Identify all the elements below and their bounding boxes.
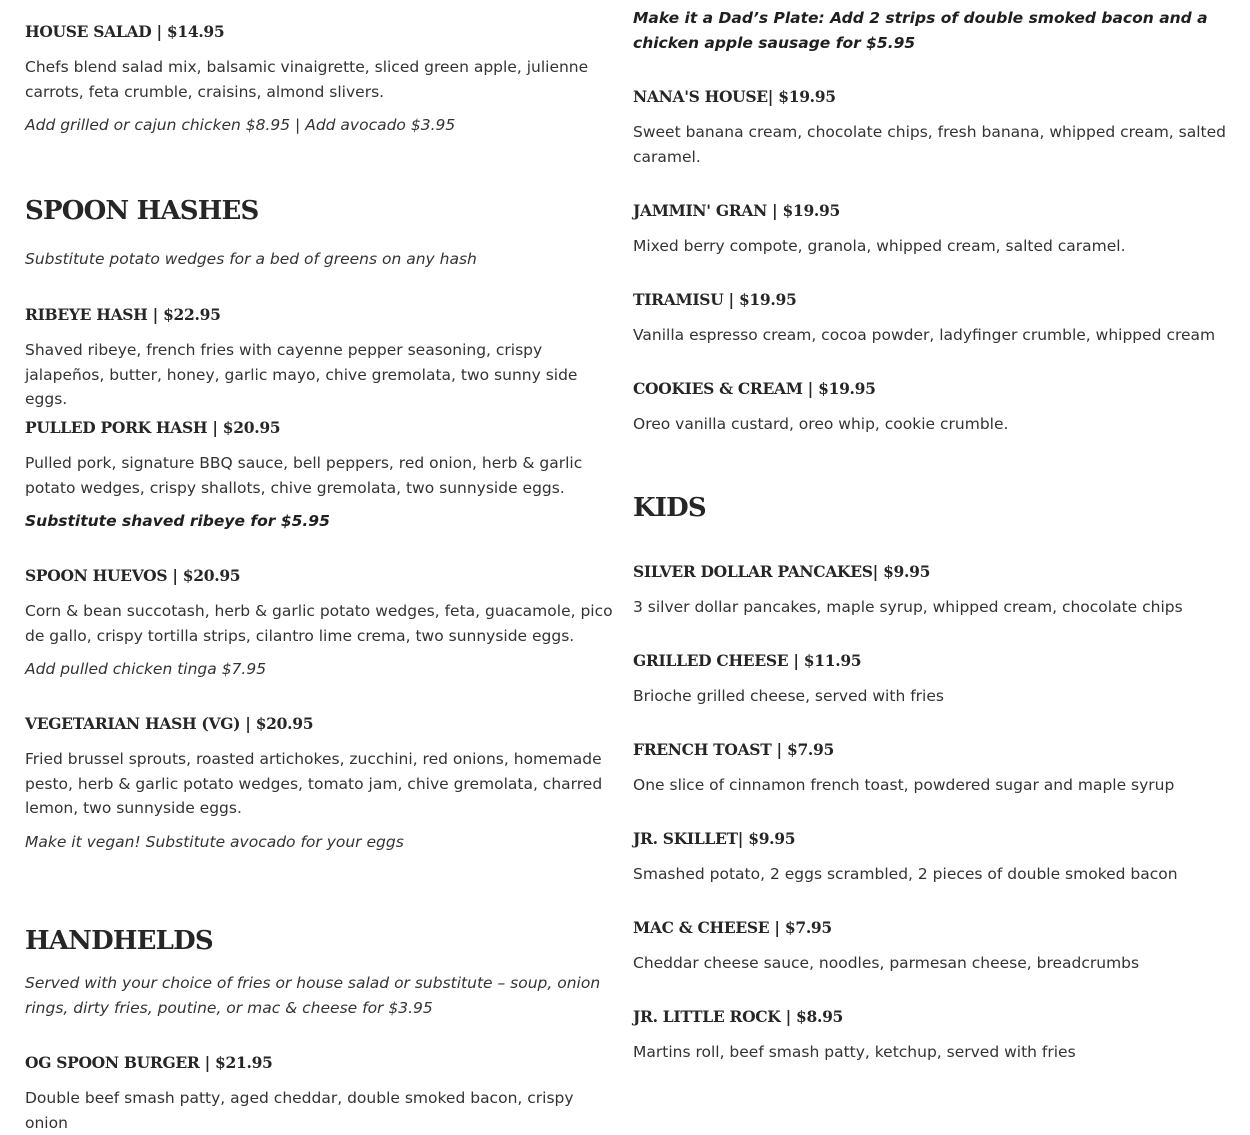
menu-item-jammin-gran	[633, 201, 1233, 259]
item-title: MAC & CHEESE | $7.95	[633, 918, 832, 937]
dads-plate-note: Make it a Dad’s Plate: Add 2 strips of double smoked bacon and a chicken apple sausage for $5.95	[633, 9, 1208, 52]
menu-item-og-spoon-burger	[25, 1053, 615, 1135]
menu-item-french-toast	[633, 740, 1233, 798]
item-title: SPOON HUEVOS | $20.95	[25, 566, 241, 585]
item-title: SILVER DOLLAR PANCAKES| $9.95	[633, 562, 931, 581]
item-description: Oreo vanilla custard, oreo whip, cookie crumble.	[633, 415, 1009, 433]
item-description: Smashed potato, 2 eggs scrambled, 2 pieces of double smoked bacon	[633, 865, 1178, 883]
item-description: Martins roll, beef smash patty, ketchup, served with fries	[633, 1043, 1076, 1061]
item-title: COOKIES & CREAM | $19.95	[633, 379, 876, 398]
item-description: Brioche grilled cheese, served with fries	[633, 687, 944, 705]
menu-item-spoon-huevos	[25, 566, 615, 682]
item-description: Double beef smash patty, aged cheddar, double smoked bacon, crispy onion	[25, 1089, 574, 1132]
menu-item-jr-little-rock	[633, 1007, 1233, 1065]
item-title: PULLED PORK HASH | $20.95	[25, 418, 281, 437]
section-title-kids: KIDS	[633, 493, 706, 523]
item-description: Mixed berry compote, granola, whipped cream, salted caramel.	[633, 237, 1126, 255]
menu-item-jr-skillet	[633, 829, 1233, 887]
item-title: JAMMIN' GRAN | $19.95	[633, 201, 840, 220]
item-note: Substitute shaved ribeye for $5.95	[25, 512, 330, 530]
item-title: GRILLED CHEESE | $11.95	[633, 651, 862, 670]
menu-item-ribeye-hash	[25, 305, 615, 412]
menu-item-mac-and-cheese	[633, 918, 1233, 976]
item-description: Chefs blend salad mix, balsamic vinaigrette, sliced green apple, julienne carrots, feta crumble, craisins, almond slivers.	[25, 58, 589, 101]
item-note: Add pulled chicken tinga $7.95	[25, 660, 267, 678]
item-title: JR. LITTLE ROCK | $8.95	[633, 1007, 844, 1026]
item-description: Fried brussel sprouts, roasted artichokes, zucchini, red onions, homemade pesto, herb & garlic potato wedges, tomato jam, chive gremolata, charred lemon, two sunnyside eggs.	[25, 750, 603, 817]
item-description: Corn & bean succotash, herb & garlic potato wedges, feta, guacamole, pico de gallo, crispy tortilla strips, cilantro lime crema, two sunnyside eggs.	[25, 602, 613, 645]
menu-item-vegetarian-hash	[25, 714, 615, 854]
item-description: Vanilla espresso cream, cocoa powder, ladyfinger crumble, whipped cream	[633, 326, 1216, 344]
item-description: Pulled pork, signature BBQ sauce, bell peppers, red onion, herb & garlic potato wedges, crispy shallots, chive gremolata, two sunnyside eggs.	[25, 454, 583, 497]
item-note: Make it vegan! Substitute avocado for your eggs	[25, 832, 404, 851]
menu-item-cookies-and-cream	[633, 379, 1233, 437]
item-title: VEGETARIAN HASH (VG) | $20.95	[25, 714, 314, 733]
item-title: JR. SKILLET| $9.95	[633, 829, 796, 848]
menu-item-silver-dollar-pancakes	[633, 562, 1233, 620]
menu-item-nanas-house	[633, 87, 1233, 169]
section-note: Served with your choice of fries or house salad or substitute – soup, onion rings, dirty fries, poutine, or mac & cheese for $3.95	[25, 974, 601, 1017]
menu-item-grilled-cheese	[633, 651, 1233, 709]
item-description: 3 silver dollar pancakes, maple syrup, whipped cream, chocolate chips	[633, 598, 1183, 616]
item-title: TIRAMISU | $19.95	[633, 290, 797, 309]
item-description: Shaved ribeye, french fries with cayenne pepper seasoning, crispy jalapeños, butter, honey, garlic mayo, chive gremolata, two sunny side eggs.	[25, 341, 578, 408]
item-title: FRENCH TOAST | $7.95	[633, 740, 835, 759]
item-title: RIBEYE HASH | $22.95	[25, 305, 221, 324]
menu-item-tiramisu	[633, 290, 1233, 348]
menu-item-house-salad	[25, 22, 615, 138]
item-title: HOUSE SALAD | $14.95	[25, 22, 225, 41]
section-note: Substitute potato wedges for a bed of greens on any hash	[25, 250, 477, 268]
item-description: One slice of cinnamon french toast, powdered sugar and maple syrup	[633, 776, 1175, 794]
menu-item-pulled-pork-hash	[25, 418, 615, 534]
item-description: Sweet banana cream, chocolate chips, fresh banana, whipped cream, salted caramel.	[633, 123, 1226, 166]
section-title-spoon-hashes: SPOON HASHES	[25, 196, 259, 226]
section-title-handhelds: HANDHELDS	[25, 926, 213, 956]
item-note: Add grilled or cajun chicken $8.95 | Add avocado $3.95	[25, 116, 456, 134]
item-title: NANA'S HOUSE| $19.95	[633, 87, 836, 106]
item-title: OG SPOON BURGER | $21.95	[25, 1053, 273, 1072]
item-description: Cheddar cheese sauce, noodles, parmesan cheese, breadcrumbs	[633, 954, 1140, 972]
